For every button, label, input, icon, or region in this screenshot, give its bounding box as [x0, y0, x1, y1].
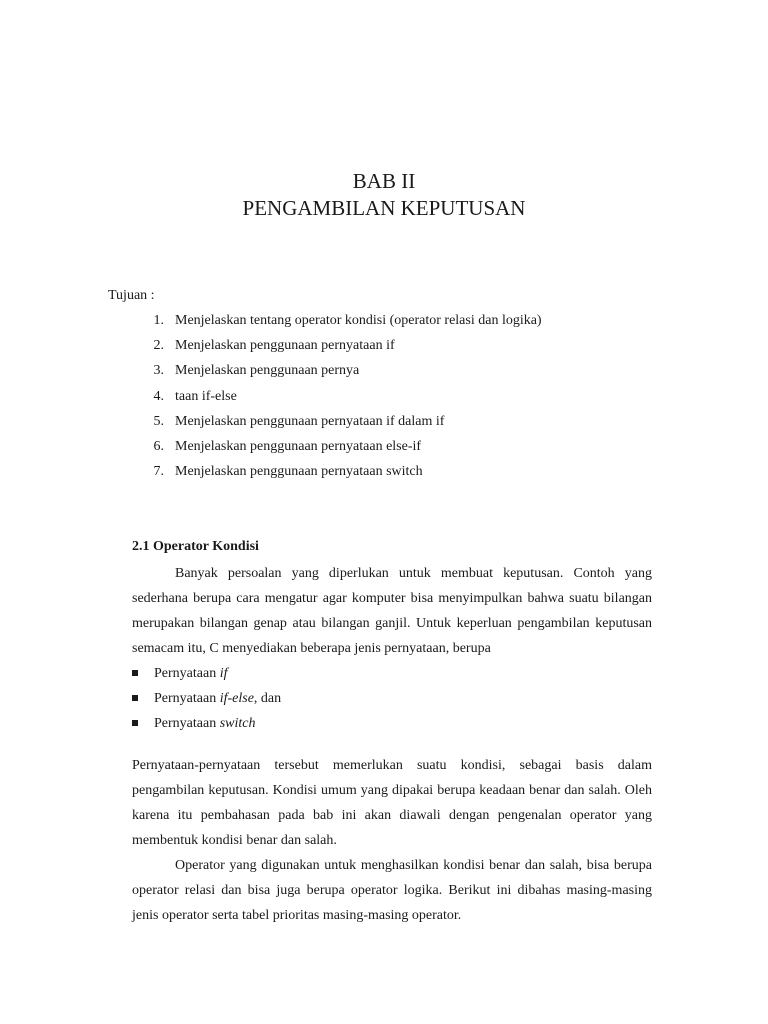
- objective-text: Menjelaskan penggunaan pernyataan if: [175, 338, 395, 354]
- bullet-item: [132, 661, 281, 686]
- objective-text: Menjelaskan penggunaan pernyataan if dalam if: [175, 413, 445, 429]
- objective-number: 2.: [153, 338, 164, 354]
- bullet-prefix: Pernyataan: [154, 691, 220, 706]
- objective-number: 7.: [153, 464, 164, 480]
- objective-text: Menjelaskan tentang operator kondisi (operator relasi dan logika): [175, 313, 542, 328]
- objective-number: 4.: [153, 388, 164, 404]
- chapter-title: PENGAMBILAN KEPUTUSAN: [242, 196, 526, 220]
- objective-number: 6.: [153, 438, 164, 454]
- bullet-keyword: if-else: [219, 691, 254, 706]
- paragraph-operators: Operator yang digunakan untuk menghasilkan kondisi benar dan salah, bisa berupa operator relasi dan bisa juga berupa operator logika. Berikut ini dibahas masing-masing jenis operator serta tabel prioritas masing-masing operator.: [132, 858, 652, 923]
- bullet-keyword: switch: [219, 716, 256, 731]
- bullet-keyword: if: [219, 666, 228, 681]
- objectives-label: Tujuan :: [108, 288, 155, 303]
- paragraph-intro: Banyak persoalan yang diperlukan untuk membuat keputusan. Contoh yang sederhana berupa cara mengatur agar komputer bisa menyimpulkan bahwa suatu bilangan merupakan bilangan genap atau bilangan ganjil. Untuk keperluan pengambilan keputusan semacam itu, C menyediakan beberapa jenis pernyataan, berupa: [132, 566, 652, 656]
- objective-text: Menjelaskan penggunaan pernyataan else-if: [175, 438, 422, 454]
- objective-text: Menjelaskan penggunaan pernya: [175, 363, 360, 379]
- paragraph-conditions: Pernyataan-pernyataan tersebut memerlukan suatu kondisi, sebagai basis dalam pengambilan keputusan. Kondisi umum yang dipakai berupa keadaan benar dan salah. Oleh karena itu pembahasan pada bab ini akan diawali dengan pengenalan operator yang membentuk kondisi benar dan salah.: [132, 758, 652, 848]
- square-bullet-icon: [132, 670, 138, 676]
- chapter-number: BAB II: [352, 169, 416, 193]
- square-bullet-icon: [132, 720, 138, 726]
- bullet-prefix: Pernyataan: [154, 716, 220, 731]
- square-bullet-icon: [132, 695, 138, 701]
- statement-bullet-list: [132, 661, 281, 736]
- objective-number: 3.: [153, 363, 164, 379]
- section-heading: 2.1 Operator Kondisi: [132, 539, 259, 554]
- bullet-prefix: Pernyataan: [154, 666, 220, 681]
- objective-number: 5.: [153, 413, 164, 429]
- bullet-item: [132, 686, 281, 711]
- objective-number: 1.: [153, 313, 164, 328]
- bullet-suffix: , dan: [253, 691, 282, 706]
- bullet-item: [132, 711, 281, 736]
- objective-text: taan if-else: [175, 388, 237, 404]
- objective-text: Menjelaskan penggunaan pernyataan switch: [175, 464, 423, 480]
